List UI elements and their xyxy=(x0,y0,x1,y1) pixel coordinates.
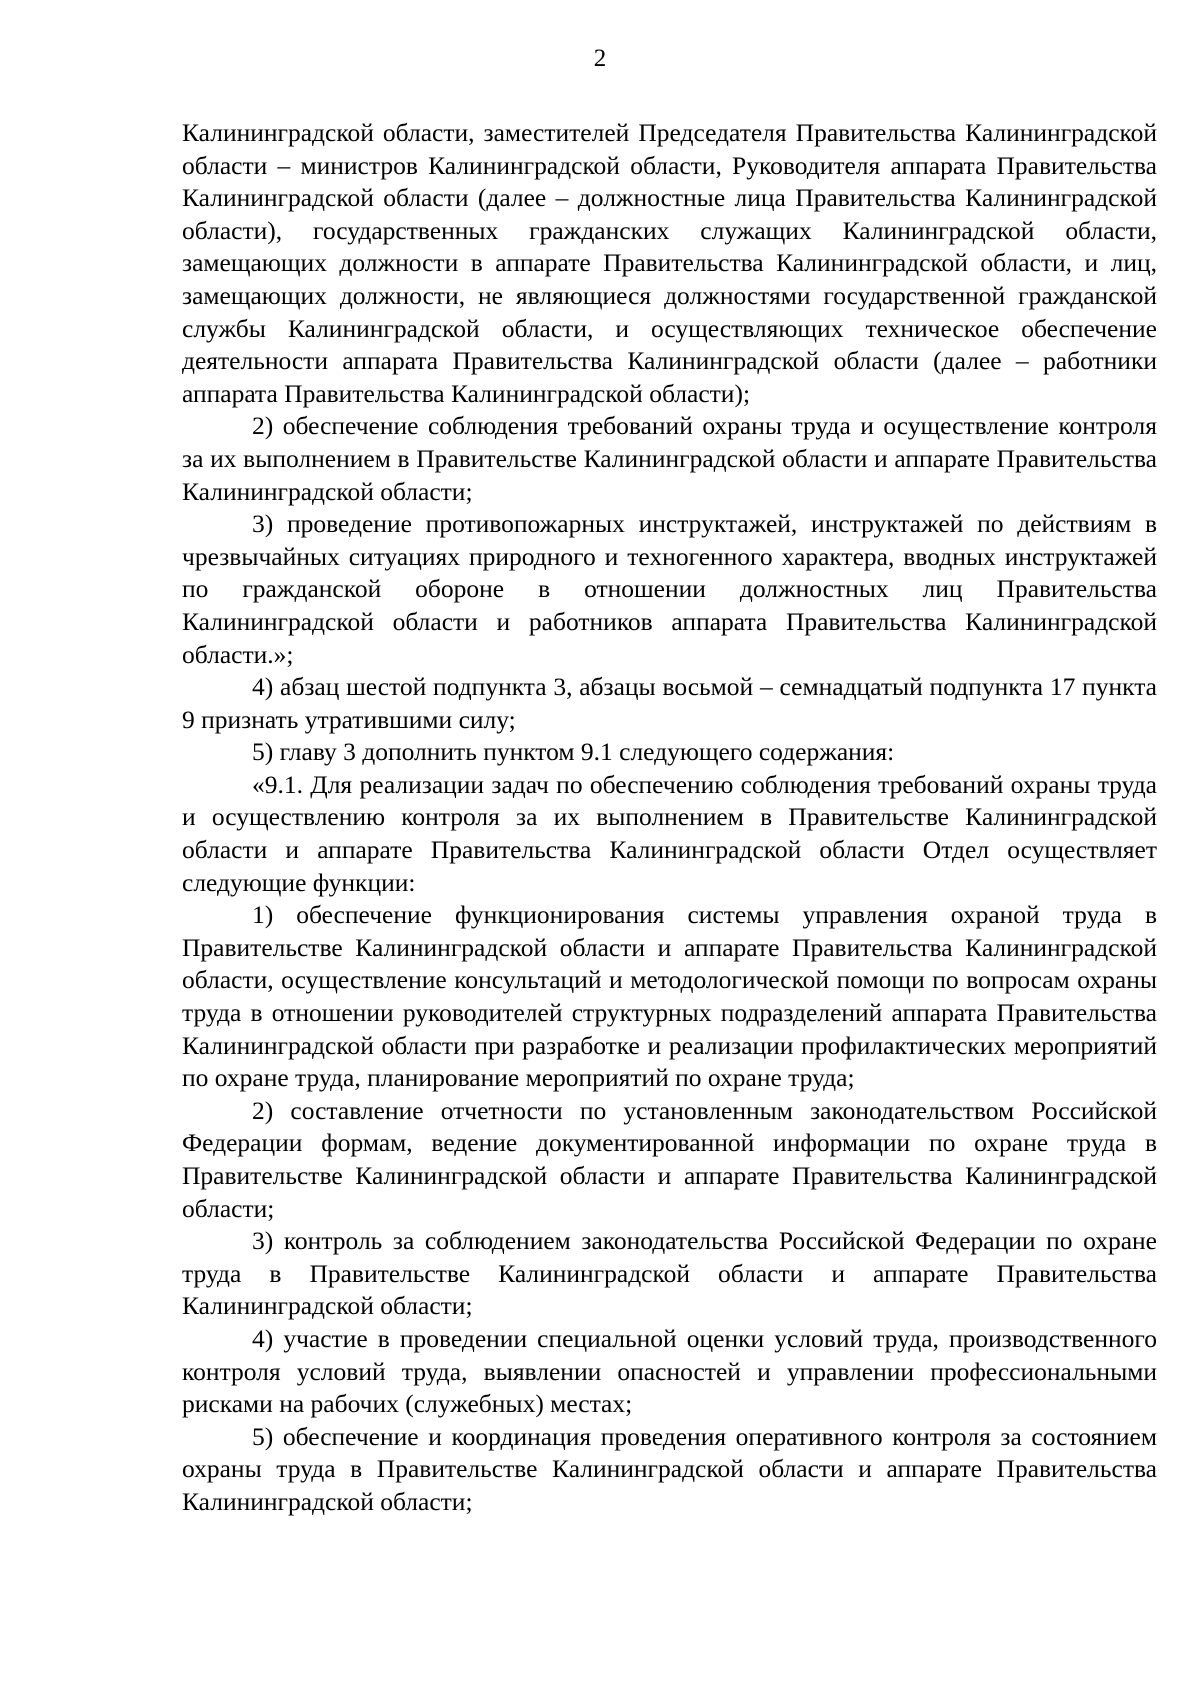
paragraph-function-4: 4) участие в проведении специальной оценки условий труда, производственного контроля условий труда, выявлении опасностей и управлении профессиональными рисками на рабочих (служебных) местах; xyxy=(182,1323,1157,1419)
paragraph-item-4: 4) абзац шестой подпункта 3, абзацы восьмой – семнадцатый подпункта 17 пункта 9 признать утратившими силу; xyxy=(182,672,1157,734)
page-number: 2 xyxy=(593,45,607,72)
paragraph-continuation: Калининградской области, заместителей Председателя Правительства Калининградской области – министров Калининградской области, Руководителя аппарата Правительства Калининградской области (далее – должностные лица Правительства Калининградской области), государственных гражданских служащих Калининградской области, замещающих должности в аппарате Правительства Калининградской области, и лиц, замещающих должности, не являющиеся должностями государственной гражданской службы Калининградской области, и осуществляющих техническое обеспечение деятельности аппарата Правительства Калининградской области (далее – работники аппарата Правительства Калининградской области); xyxy=(182,118,1157,408)
paragraph-function-1: 1) обеспечение функционирования системы управления охраной труда в Правительстве Калининградской области и аппарате Правительства Калининградской области, осуществление консультаций и методологической помощи по вопросам охраны труда в отношении руководителей структурных подразделений аппарата Правительства Калининградской области при разработке и реализации профилактических мероприятий по охране труда, планирование мероприятий по охране труда; xyxy=(182,900,1157,1093)
paragraph-item-5: 5) главу 3 дополнить пунктом 9.1 следующего содержания: xyxy=(252,737,895,767)
paragraph-item-3: 3) проведение противопожарных инструктажей, инструктажей по действиям в чрезвычайных ситуациях природного и техногенного характера, вводных инструктажей по гражданской обороне в отношении должностных лиц Правительства Калининградской области и работников аппарата Правительства Калининградской области.»; xyxy=(182,509,1157,669)
paragraph-clause-9-1: «9.1. Для реализации задач по обеспечению соблюдения требований охраны труда и осуществлению контроля за их выполнением в Правительстве Калининградской области и аппарате Правительства Калининградской области Отдел осуществляет следующие функции: xyxy=(182,769,1157,897)
paragraph-item-2: 2) обеспечение соблюдения требований охраны труда и осуществление контроля за их выполнением в Правительстве Калининградской области и аппарате Правительства Калининградской области; xyxy=(182,411,1157,506)
paragraph-function-3: 3) контроль за соблюдением законодательства Российской Федерации по охране труда в Правительстве Калининградской области и аппарате Правительства Калининградской области; xyxy=(182,1226,1157,1321)
paragraph-function-2: 2) составление отчетности по установленным законодательством Российской Федерации формам, ведение документированной информации по охране труда в Правительстве Калининградской области и аппарате Правительства Калининградской области; xyxy=(182,1095,1157,1223)
document-body xyxy=(182,117,1157,1519)
paragraph-function-5: 5) обеспечение и координация проведения оперативного контроля за состоянием охраны труда в Правительстве Калининградской области и аппарате Правительства Калининградской области; xyxy=(182,1421,1157,1516)
